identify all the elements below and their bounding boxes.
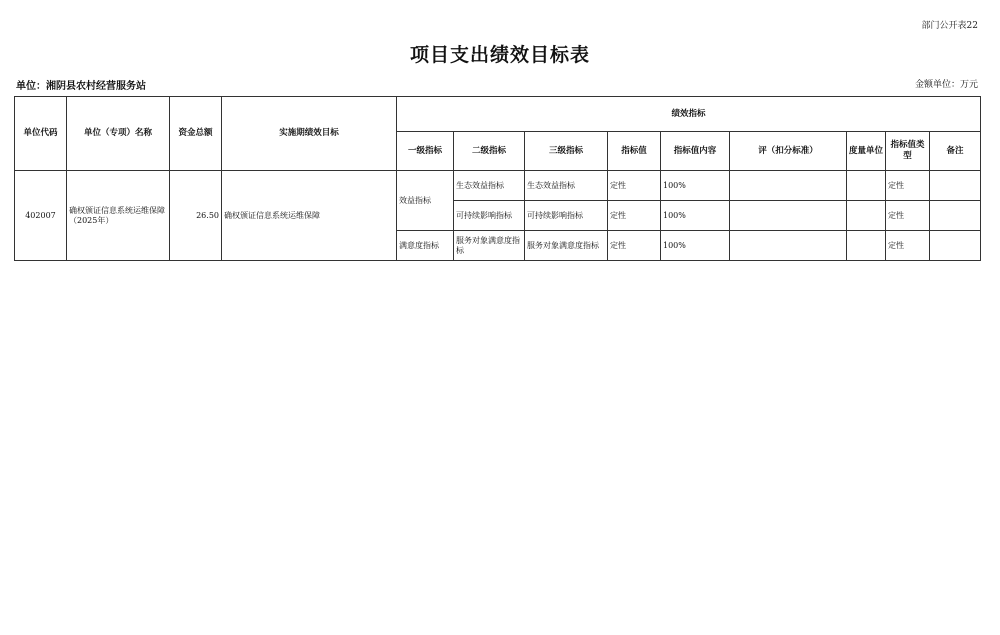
organization-unit: 单位：湘阴县农村经营服务站 bbox=[16, 81, 146, 92]
header-unit-code: 单位代码 bbox=[15, 97, 67, 171]
cell-remark bbox=[930, 201, 981, 231]
money-unit: 金额单位：万元 bbox=[914, 80, 978, 90]
cell-level3: 生态效益指标 bbox=[525, 171, 608, 201]
header-remark: 备注 bbox=[930, 132, 981, 171]
cell-goal: 确权颁证信息系统运维保障 bbox=[222, 171, 397, 261]
header-unit-name: 单位（专项）名称 bbox=[67, 97, 170, 171]
cell-remark bbox=[930, 231, 981, 261]
cell-level1: 效益指标 bbox=[397, 171, 454, 231]
page-title: 项目支出绩效目标表 bbox=[409, 44, 590, 66]
header-content: 指标值内容 bbox=[661, 132, 730, 171]
table-row bbox=[15, 171, 981, 201]
header-level3: 三级指标 bbox=[525, 132, 608, 171]
cell-scoring bbox=[730, 171, 847, 201]
header-indicators: 绩效指标 bbox=[397, 97, 981, 132]
cell-unit-name: 确权颁证信息系统运维保障（2025年） bbox=[67, 171, 170, 261]
cell-scoring bbox=[730, 201, 847, 231]
cell-value: 定性 bbox=[608, 231, 661, 261]
cell-content: 100% bbox=[661, 201, 730, 231]
cell-content: 100% bbox=[661, 171, 730, 201]
cell-scoring bbox=[730, 231, 847, 261]
cell-level3: 可持续影响指标 bbox=[525, 201, 608, 231]
cell-value-type: 定性 bbox=[886, 231, 930, 261]
cell-unit-code: 402007 bbox=[15, 171, 67, 261]
cell-value-type: 定性 bbox=[886, 171, 930, 201]
header-goal: 实施期绩效目标 bbox=[222, 97, 397, 171]
cell-content: 100% bbox=[661, 231, 730, 261]
cell-total-funds: 26.50 bbox=[170, 171, 222, 261]
performance-target-table bbox=[14, 96, 981, 261]
cell-level1: 满意度指标 bbox=[397, 231, 454, 261]
cell-level2: 可持续影响指标 bbox=[454, 201, 525, 231]
header-measure-unit: 度量单位 bbox=[847, 132, 886, 171]
cell-level2: 服务对象满意度指标 bbox=[454, 231, 525, 261]
cell-value: 定性 bbox=[608, 171, 661, 201]
cell-level3: 服务对象满意度指标 bbox=[525, 231, 608, 261]
cell-level2: 生态效益指标 bbox=[454, 171, 525, 201]
form-number: 部门公开表22 bbox=[921, 21, 978, 31]
header-value-type: 指标值类型 bbox=[886, 132, 930, 171]
cell-value: 定性 bbox=[608, 201, 661, 231]
header-total-funds: 资金总额 bbox=[170, 97, 222, 171]
cell-value-type: 定性 bbox=[886, 201, 930, 231]
header-level1: 一级指标 bbox=[397, 132, 454, 171]
cell-remark bbox=[930, 171, 981, 201]
header-value: 指标值 bbox=[608, 132, 661, 171]
header-level2: 二级指标 bbox=[454, 132, 525, 171]
cell-measure-unit bbox=[847, 171, 886, 201]
cell-measure-unit bbox=[847, 231, 886, 261]
header-scoring: 评（扣分标准） bbox=[730, 132, 847, 171]
cell-measure-unit bbox=[847, 201, 886, 231]
